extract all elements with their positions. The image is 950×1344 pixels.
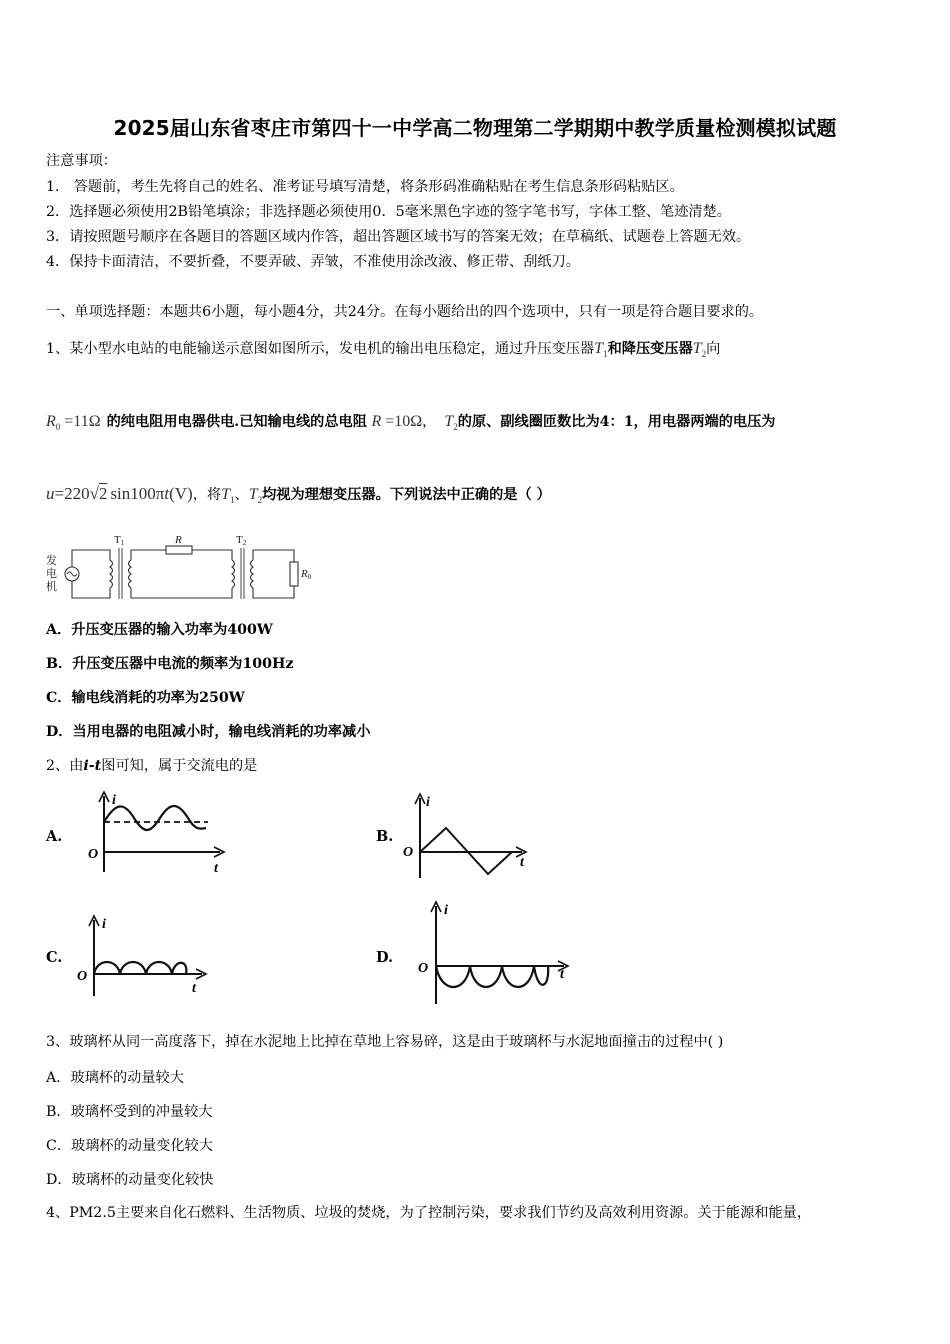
q2-stem: 2、由i-t图可知，属于交流电的是 [46, 758, 258, 774]
axis-i-label: i [444, 903, 448, 918]
r0-label: R0 [301, 568, 312, 581]
q1-text: 1、某小型水电站的电能输送示意图如图所示，发电机的输出电压稳定，通过升压变压器 [46, 341, 595, 357]
axis-t-label: t [214, 861, 218, 876]
notice-item: 1． 答题前，考生先将自己的姓名、准考证号填写清楚，将条形码准确粘贴在考生信息条形码粘贴区。 [46, 179, 684, 195]
r-label: R [175, 534, 182, 546]
axis-i-label: i [426, 795, 430, 810]
graph-b [400, 790, 540, 882]
q2-option-b-label: B. [376, 828, 394, 845]
q1-option-d: D．当用电器的电阻减小时，输电线消耗的功率减小 [46, 724, 371, 740]
q3-option-c: C．玻璃杯的动量变化较大 [46, 1138, 213, 1154]
q4-stem: 4、PM2.5主要来自化石燃料、生活物质、垃圾的焚烧，为了控制污染，要求我们节约及高效利用资源。关于能源和能量， [46, 1205, 812, 1221]
q1-option-b: B．升压变压器中电流的频率为100Hz [46, 656, 294, 672]
t2-label: T2 [236, 534, 247, 547]
graph-a [84, 788, 234, 878]
axis-origin-label: O [88, 847, 99, 862]
axis-t-label: t [192, 981, 196, 996]
q3-option-b: B．玻璃杯受到的冲量较大 [46, 1104, 213, 1120]
q1-option-a: A．升压变压器的输入功率为400W [46, 622, 273, 638]
q3-option-d: D．玻璃杯的动量变化较快 [46, 1172, 214, 1188]
t2-symbol: $T_2$ [692, 340, 707, 359]
t1-symbol: $T_1$ [221, 486, 235, 505]
q3-stem: 3、玻璃杯从同一高度落下，掉在水泥地上比掉在草地上容易碎，这是由于玻璃杯与水泥地面撞击的过程中( ) [46, 1034, 724, 1050]
resistor-r0 [290, 562, 298, 586]
generator-label: 机 [46, 581, 57, 593]
axis-t-label: t [520, 855, 524, 870]
graph-c [74, 912, 214, 998]
q1-text: 的纯电阻用电器供电.已知输电线的总电阻 [106, 414, 367, 430]
t1-label: T1 [114, 534, 125, 547]
r-expression: R =10Ω [371, 413, 423, 430]
page-title: 2025届山东省枣庄市第四十一中学高二物理第二学期期中教学质量检测模拟试题 [113, 116, 837, 140]
q1-text: 均视为理想变压器。下列说法中正确的是（ ） [262, 487, 551, 503]
axis-origin-label: O [77, 969, 88, 984]
q1-stem-line2 [46, 412, 775, 437]
q1-text: ，将 [192, 487, 222, 503]
notice-heading: 注意事项： [46, 153, 117, 169]
graph-d [414, 898, 574, 1008]
q3-option-a: A．玻璃杯的动量较大 [46, 1070, 184, 1086]
axis-origin-label: O [403, 845, 414, 860]
q1-text: 和降压变压器 [607, 341, 693, 357]
axis-i-label: i [102, 917, 106, 932]
notice-item: 4．保持卡面清洁，不要折叠，不要弄破、弄皱，不准使用涂改液、修正带、刮纸刀。 [46, 254, 580, 270]
resistor-r [166, 546, 192, 554]
notice-item: 3．请按照题号顺序在各题目的答题区域内作答，超出答题区域书写的答案无效；在草稿纸、试题卷上答题无效。 [46, 229, 751, 245]
power-transmission-circuit [44, 532, 314, 600]
axis-origin-label: O [418, 961, 429, 976]
q2-option-a-label: A. [46, 828, 63, 845]
axis-t-label: t [560, 967, 564, 982]
notice-item: 2．选择题必须使用2B铅笔填涂；非选择题必须使用0．5毫米黑色字迹的签字笔书写，字体工整、笔迹清楚。 [46, 204, 731, 220]
q1-stem-line3 [46, 484, 551, 510]
q1-text: ， [422, 414, 437, 430]
t2-symbol: $T_2$ [248, 486, 263, 505]
axis-i-label: i [112, 793, 116, 808]
q1-stem-line1 [46, 339, 720, 364]
r0-expression: $R_0 =11\Omega$ [46, 413, 101, 432]
q1-text: 向 [706, 341, 721, 357]
t2-symbol: $T_2$ [444, 413, 458, 432]
q1-text: 、 [234, 487, 249, 503]
q2-option-c-label: C. [46, 949, 63, 966]
q2-option-d-label: D. [376, 949, 394, 966]
generator-label: 发 [46, 555, 57, 567]
q1-option-c: C．输电线消耗的功率为250W [46, 690, 245, 706]
t1-symbol: $T_1$ [594, 340, 608, 359]
voltage-expression: u=220√2 sin100πt(V) [46, 484, 193, 503]
q1-text: 的原、副线圈匝数比为4：1，用电器两端的电压为 [457, 414, 776, 430]
section-heading: 一、单项选择题：本题共6小题，每小题4分，共24分。在每小题给出的四个选项中，只有一项是符合题目要求的。 [46, 304, 764, 320]
generator-label: 电 [46, 568, 57, 580]
